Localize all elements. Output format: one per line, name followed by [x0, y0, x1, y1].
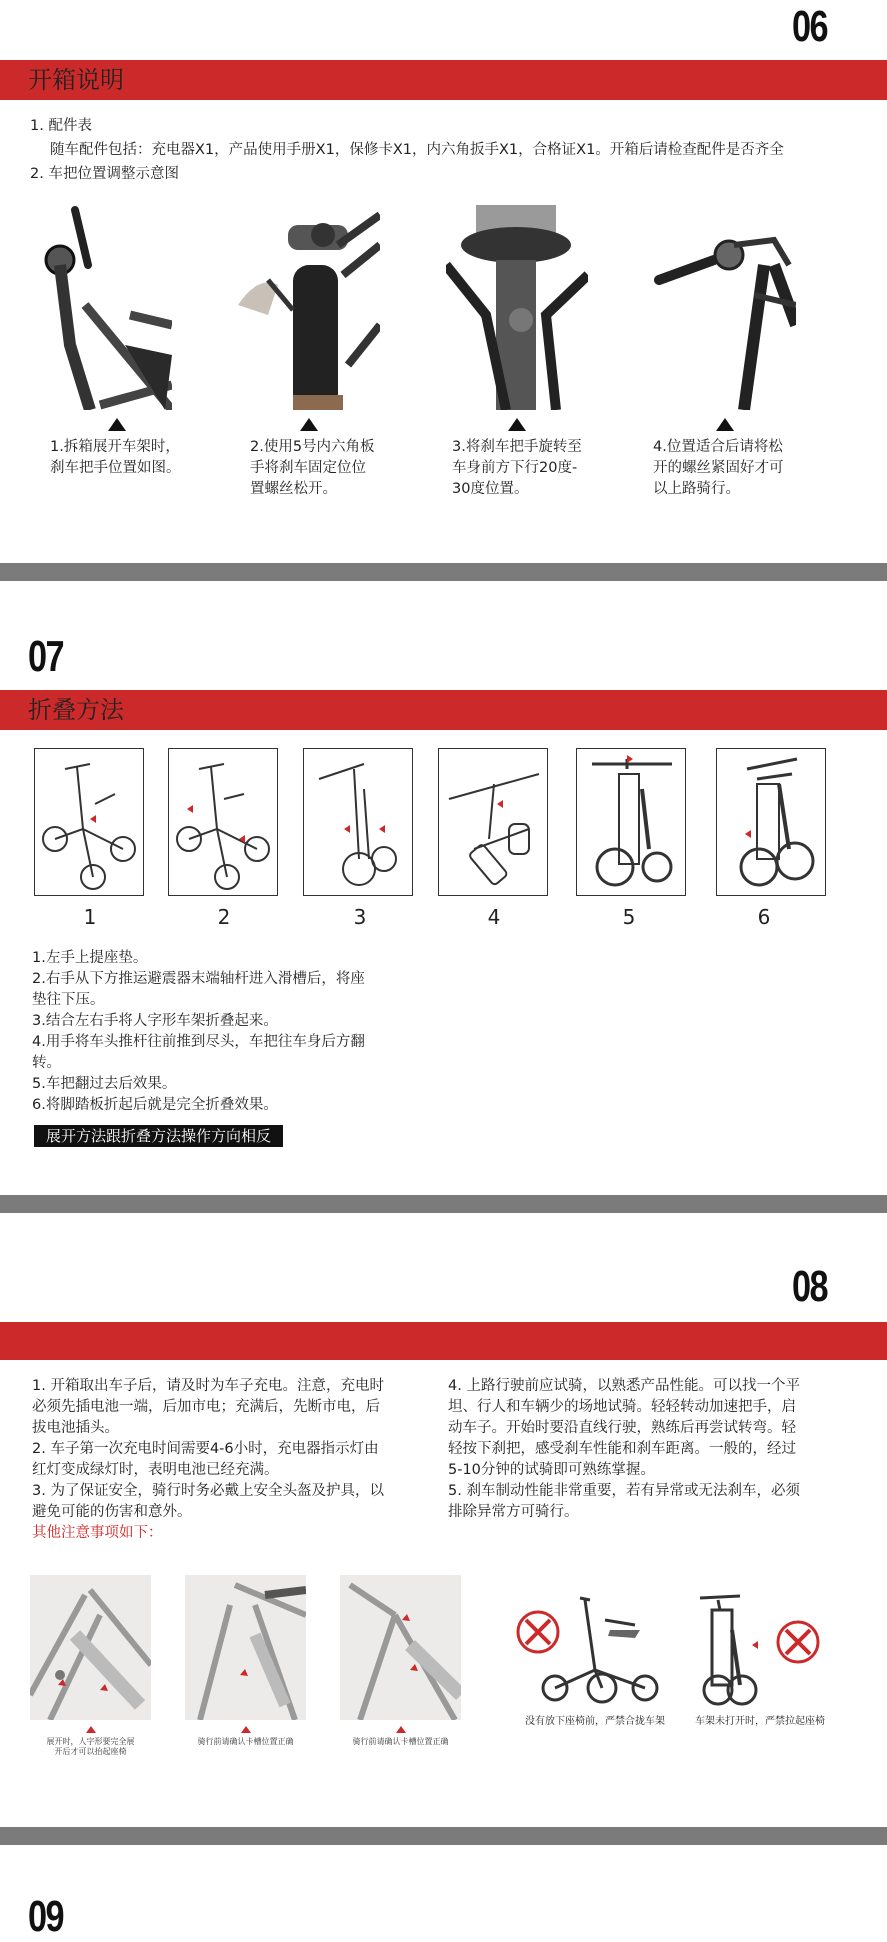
folding-step-image-6: [716, 748, 826, 896]
section-header-bar: [0, 690, 887, 730]
page-number-09: 09: [28, 1892, 64, 1941]
step-number: 2: [217, 905, 231, 929]
warning-caption-2: 车架未打开时，严禁拉起座椅: [695, 1716, 825, 1727]
handlebar-photo-1: [30, 205, 172, 410]
pointer-triangle: [86, 1726, 96, 1733]
section-divider: [0, 1827, 887, 1845]
safety-photo-1: [30, 1575, 151, 1720]
page-number-06: 06: [792, 2, 828, 51]
handlebar-caption-2: 2.使用5号内六角板 手将刹车固定位位 置螺丝松开。: [250, 439, 375, 497]
photo-caption-2: 骑行前请确认卡槽位置正确: [197, 1737, 294, 1746]
page-number-07: 07: [28, 632, 64, 681]
section-title: 折叠方法: [28, 696, 124, 724]
handlebar-caption-4: 4.位置适合后请将松 开的螺丝紧固好才可 以上路骑行。: [653, 439, 784, 497]
step-number: 4: [487, 905, 501, 929]
safety-photo-2: [185, 1575, 306, 1720]
unfold-note: 展开方法跟折叠方法操作方向相反: [34, 1125, 283, 1147]
warning-caption-1: 没有放下座椅前，严禁合拢车架: [525, 1716, 665, 1727]
accessory-list-text: 随车配件包括：充电器X1，产品使用手册X1，保修卡X1，内六角扳手X1，合格证X1。开箱后请检查配件是否齐全: [50, 142, 784, 158]
section-title: 开箱说明: [28, 66, 124, 94]
folding-step-image-2: [168, 748, 278, 896]
page-number-08: 08: [792, 1262, 828, 1311]
usage-notes-left: 1. 开箱取出车子后，请及时为车子充电。注意，充电时 必须先插电池一端，后加市电；充满后，先断市电，后 拔电池插头。 2. 车子第一次充电时间需要4-6小时，充电器指示灯由 红灯变成绿灯时，表明电池已经充满。 3. 为了保证安全，骑行时务必戴上安全头盔及护具，以 避免可能的伤害和意外。 其他注意事项如下：: [32, 1376, 432, 1544]
pointer-triangle: [241, 1726, 251, 1733]
handlebar-caption-3: 3.将刹车把手旋转至 车身前方下行20度- 30度位置。: [452, 439, 582, 497]
pointer-triangle: [508, 418, 526, 431]
usage-notes-right: 4. 上路行驶前应试骑，以熟悉产品性能。可以找一个平 坦、行人和车辆少的场地试骑。轻轻转动加速把手，启 动车子。开始时要沿直线行驶，熟练后再尝试转弯。轻 轻按下刹把，感受刹车性能和刹车距离。一般的，经过 5-10分钟的试骑即可熟练掌握。 5. 刹车制动性能非常重要，若有异常或无法刹车，必须 排除异常方可骑行。: [448, 1378, 800, 1520]
step-number: 5: [622, 905, 636, 929]
pointer-triangle: [716, 418, 734, 431]
section-divider: [0, 563, 887, 581]
handlebar-caption-1: 1.拆箱展开车架时， 刹车把手位置如图。: [50, 439, 181, 476]
handlebar-photo-3: [446, 205, 588, 410]
folding-steps-text: 1.左手上提座垫。 2.右手从下方推运避震器末端轴杆进入滑槽后，将座 垫往下压。 3.结合左右手将人字形车架折叠起来。 4.用手将车头推杆往前推到尽头，车把往车身后方翻 转。 5.车把翻过去后效果。 6.将脚踏板折起后就是完全折叠效果。: [32, 950, 365, 1113]
pointer-triangle: [396, 1726, 406, 1733]
other-notes-heading: 其他注意事项如下：: [32, 1525, 163, 1541]
section-divider: [0, 1195, 887, 1213]
photo-caption-1: 展开时，人字形要完全展 开后才可以抬起座椅: [46, 1737, 135, 1756]
handlebar-photo-2: [238, 205, 380, 410]
photo-caption-3: 骑行前请确认卡槽位置正确: [352, 1737, 449, 1746]
step-number: 3: [353, 905, 367, 929]
handlebar-heading: 2. 车把位置调整示意图: [30, 166, 179, 182]
folding-step-image-3: [303, 748, 413, 896]
section-header-bar: [0, 60, 887, 100]
folding-step-image-5: [576, 748, 686, 896]
warning-diagram-2: [690, 1590, 830, 1710]
warning-diagram-1: [510, 1590, 670, 1710]
folding-step-image-4: [438, 748, 548, 896]
step-number: 6: [757, 905, 771, 929]
handlebar-photo-4: [654, 205, 796, 410]
accessory-list-heading: 1. 配件表: [30, 118, 92, 134]
safety-photo-3: [340, 1575, 461, 1720]
pointer-triangle: [300, 418, 318, 431]
folding-step-image-1: [34, 748, 144, 896]
section-header-bar: [0, 1322, 887, 1360]
step-number: 1: [83, 905, 97, 929]
pointer-triangle: [108, 418, 126, 431]
